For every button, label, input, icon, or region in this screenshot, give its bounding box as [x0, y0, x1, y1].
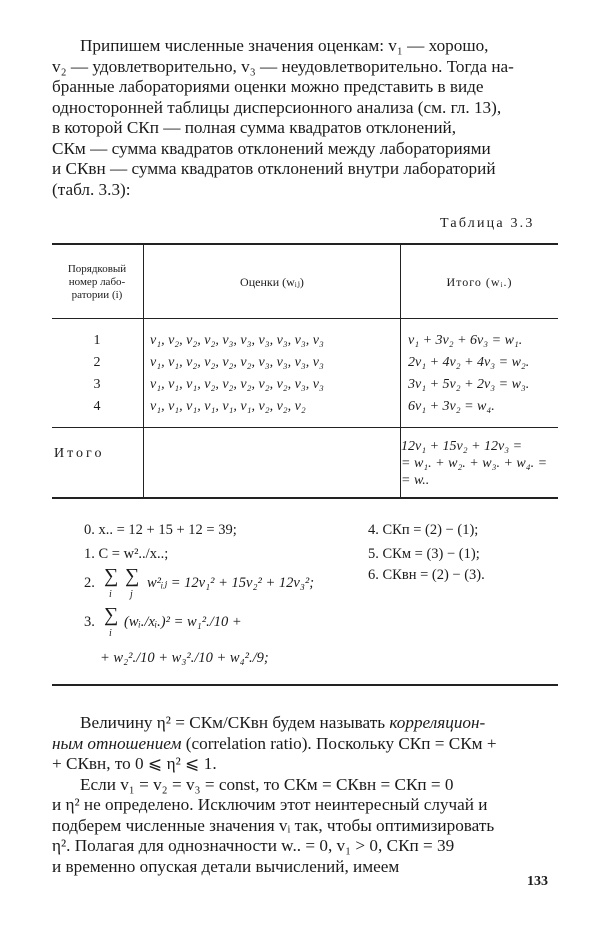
header-rule	[52, 318, 558, 319]
body-line: Если v₁ = v₂ = v₃ = const, то СКм = СКвн = СКп = 0	[80, 774, 454, 794]
row-number: 4	[93, 399, 101, 414]
footer-total-line: = w₁. + w₂. + w₃. + w₄. =	[401, 456, 548, 471]
calc-step-3-cont: + w₂²./10 + w₃²./10 + w₄²./9;	[100, 650, 269, 666]
calc-step-6: 6. СКвн = (2) − (3).	[368, 567, 485, 583]
calc-step-3-prefix: 3.	[84, 614, 95, 630]
footer-rule	[52, 497, 558, 499]
page-number: 133	[527, 874, 548, 889]
row-total: v₁ + 3v₂ + 6v₃ = w₁.	[408, 333, 523, 348]
sum-symbol-icon: ∑	[104, 565, 119, 587]
sum-index-j: j	[130, 589, 133, 600]
body-line: + СКвн, то 0 ⩽ η² ⩽ 1.	[52, 754, 217, 773]
sum-index-i: i	[109, 589, 112, 600]
body-line: подберем численные значения vᵢ так, чтобы оптимизировать	[52, 815, 495, 835]
footer-total-line: = w..	[401, 473, 430, 488]
header-col2: Оценки (wᵢⱼ)	[240, 275, 304, 289]
intro-paragraph	[52, 36, 552, 200]
footer-total	[401, 438, 547, 489]
body-line: и η² не определено. Исключим этот неинтересный случай и	[52, 795, 488, 814]
row-total: 2v₁ + 4v₂ + 4v₃ = w₂.	[408, 355, 530, 370]
term-italic: корреляцион-	[389, 713, 486, 732]
header-col1-line: номер лабо-	[68, 276, 126, 288]
calc-step-2-prefix: 2.	[84, 575, 95, 591]
row-grades: v₁, v₁, v₂, v₂, v₂, v₂, v₃, v₃, v₃, v₃	[150, 355, 324, 370]
intro-line: бранные лабораториями оценки можно представить в виде	[52, 77, 484, 96]
body-line	[52, 734, 557, 755]
row-number: 2	[93, 355, 101, 370]
header-col1-line: Порядковый	[67, 263, 127, 275]
footer-label: Итого	[54, 446, 105, 461]
intro-line: СКм — сумма квадратов отклонений между лабораториями	[52, 138, 491, 158]
header-col1	[52, 263, 142, 302]
calc-step-1: 1. C = w²../x..;	[84, 546, 169, 562]
body-line: и временно опуская детали вычислений, имеем	[52, 856, 400, 876]
sum-symbol-icon: ∑	[125, 565, 140, 587]
intro-line: Припишем численные значения оценкам: v₁ — хорошо,	[80, 36, 489, 55]
body-line: η². Полагая для однозначности w.. = 0, v₁ > 0, СКп = 39	[52, 836, 455, 855]
intro-line: (табл. 3.3):	[52, 179, 131, 199]
footer-total-line: 12v₁ + 15v₂ + 12v₃ =	[401, 439, 523, 454]
row-number: 1	[93, 333, 101, 348]
calc-step-2: w²ᵢⱼ = 12v₁² + 15v₂² + 12v₃²;	[147, 575, 315, 591]
body-text-run: (correlation ratio). Поскольку СКп = СКм +	[181, 733, 497, 753]
table-top-rule	[52, 243, 558, 245]
body-rule	[52, 427, 558, 428]
row-total: 6v₁ + 3v₂ = w₄.	[408, 399, 495, 414]
body-line	[52, 713, 557, 734]
intro-line: v₂ — удовлетворительно, v₃ — неудовлетворительно. Тогда на-	[52, 56, 514, 76]
row-total: 3v₁ + 5v₂ + 2v₃ = w₃.	[408, 377, 530, 392]
intro-line: в которой СКп — полная сумма квадратов отклонений,	[52, 118, 457, 137]
calc-bottom-rule	[52, 684, 558, 686]
body-text	[52, 713, 557, 877]
term-italic: ным отношением	[52, 733, 182, 753]
header-col1-line: ратории (i)	[71, 289, 123, 301]
table-caption: Таблица 3.3	[440, 216, 535, 231]
calc-step-3: (wᵢ./xᵢ.)² = w₁²./10 +	[124, 614, 242, 630]
row-grades: v₁, v₂, v₂, v₂, v₃, v₃, v₃, v₃, v₃, v₃	[150, 333, 324, 348]
sum-index-i: i	[109, 628, 112, 639]
row-grades: v₁, v₁, v₁, v₁, v₁, v₁, v₂, v₂, v₂	[150, 399, 306, 414]
calc-step-4: 4. СКп = (2) − (1);	[368, 522, 479, 538]
row-grades: v₁, v₁, v₁, v₂, v₂, v₂, v₂, v₂, v₃, v₃	[150, 377, 324, 392]
calc-step-5: 5. СКм = (3) − (1);	[368, 546, 480, 562]
calc-step-0: 0. x.. = 12 + 15 + 12 = 39;	[84, 522, 237, 538]
header-col3: Итого (wᵢ.)	[446, 275, 513, 289]
sum-symbol-icon: ∑	[104, 604, 119, 626]
intro-line: односторонней таблицы дисперсионного анализа (см. гл. 13),	[52, 97, 502, 117]
body-text-run: Величину η² = СКм/СКвн будем называть	[80, 713, 390, 732]
row-number: 3	[93, 377, 101, 392]
intro-line: и СКвн — сумма квадратов отклонений внутри лабораторий	[52, 159, 496, 178]
